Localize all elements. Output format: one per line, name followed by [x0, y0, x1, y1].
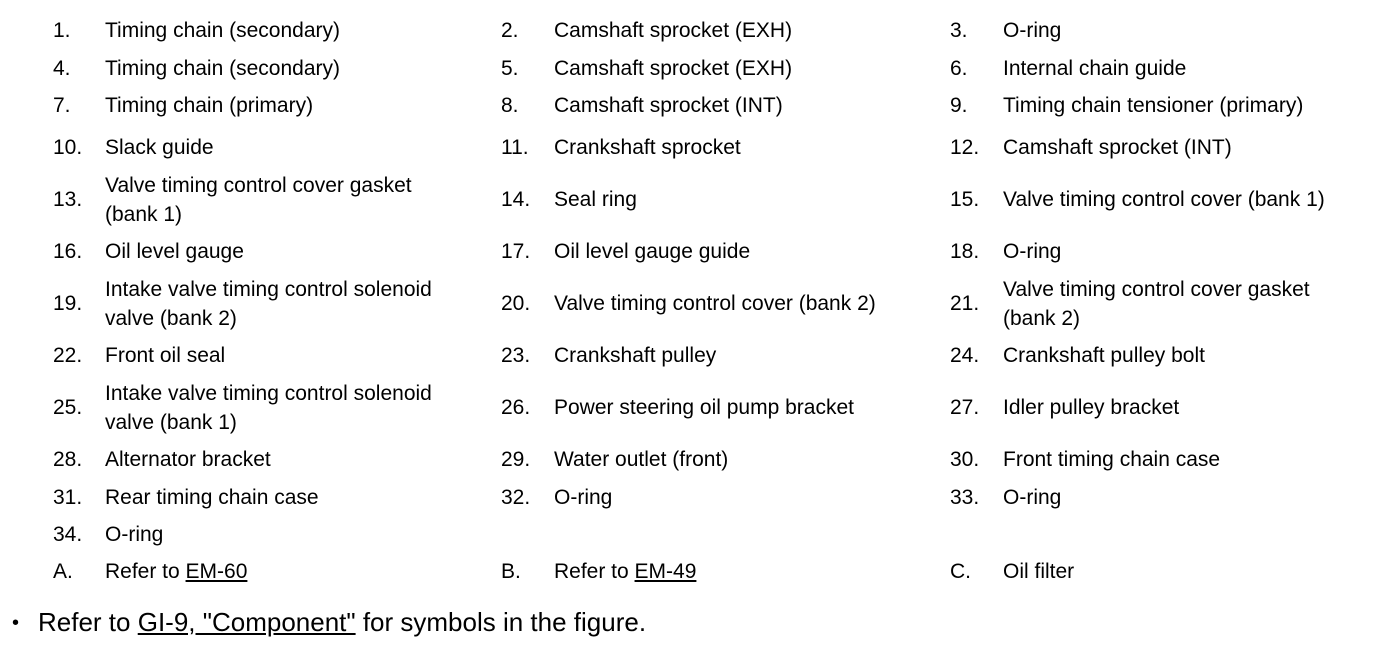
- item-number: 26.: [501, 396, 531, 419]
- item-label: O-ring: [1003, 240, 1062, 263]
- item-number: 9.: [950, 94, 968, 117]
- legend-letter-item: [501, 557, 931, 586]
- item-label: [554, 557, 931, 586]
- legend-item: [950, 237, 1380, 266]
- refer-prefix: Refer to: [105, 560, 186, 583]
- item-label: Alternator bracket: [105, 448, 271, 471]
- item-number: 23.: [501, 344, 531, 367]
- item-label: Idler pulley bracket: [1003, 396, 1180, 419]
- item-label: Oil level gauge guide: [554, 240, 751, 263]
- legend-item: [950, 185, 1380, 214]
- legend-item: [53, 341, 483, 370]
- item-label: Valve timing control cover gasket (bank 2): [1003, 278, 1310, 330]
- item-label: Timing chain (primary): [105, 94, 314, 117]
- item-label: Front oil seal: [105, 344, 226, 367]
- legend-item: [53, 445, 483, 474]
- item-label: Valve timing control cover (bank 2): [554, 292, 876, 315]
- item-number: 32.: [501, 486, 531, 509]
- item-number: 27.: [950, 396, 980, 419]
- item-number: 10.: [53, 136, 83, 159]
- legend-item: [53, 133, 483, 162]
- item-label: Slack guide: [105, 136, 214, 159]
- legend-item: [53, 91, 483, 120]
- item-letter: A.: [53, 560, 73, 583]
- legend-item: [53, 54, 483, 83]
- item-number: 21.: [950, 292, 980, 315]
- ref-link-em-60[interactable]: EM-60: [185, 560, 248, 583]
- item-label: Rear timing chain case: [105, 486, 319, 509]
- item-label: O-ring: [105, 523, 164, 546]
- legend-item: [53, 275, 483, 333]
- item-label: Oil filter: [1003, 560, 1075, 583]
- legend-item: [950, 91, 1380, 120]
- item-number: 28.: [53, 448, 83, 471]
- legend-item: [53, 237, 483, 266]
- item-number: 30.: [950, 448, 980, 471]
- legend-item: [950, 54, 1380, 83]
- item-label: Power steering oil pump bracket: [554, 396, 854, 419]
- item-label: Timing chain (secondary): [105, 19, 340, 42]
- legend-item: [53, 171, 483, 229]
- item-number: 20.: [501, 292, 531, 315]
- legend-item: [950, 275, 1380, 333]
- item-number: 7.: [53, 94, 71, 117]
- legend-item: [53, 520, 483, 549]
- item-number: 24.: [950, 344, 980, 367]
- legend-item: [950, 16, 1380, 45]
- footnote-suffix: for symbols in the figure.: [355, 607, 647, 637]
- item-label: Oil level gauge: [105, 240, 244, 263]
- item-number: 2.: [501, 19, 519, 42]
- legend-item: [501, 393, 931, 422]
- item-label: Seal ring: [554, 188, 637, 211]
- item-number: 33.: [950, 486, 980, 509]
- item-number: 17.: [501, 240, 531, 263]
- item-number: 34.: [53, 523, 83, 546]
- item-label: Crankshaft sprocket: [554, 136, 741, 159]
- legend-item: [950, 445, 1380, 474]
- legend-letter-item: [950, 557, 1380, 586]
- legend-item: [501, 341, 931, 370]
- item-label: [105, 557, 483, 586]
- item-number: 12.: [950, 136, 980, 159]
- item-label: Intake valve timing control solenoid valve (bank 2): [105, 278, 432, 330]
- item-number: 19.: [53, 292, 83, 315]
- footnote-prefix: Refer to: [38, 607, 138, 637]
- item-label: Front timing chain case: [1003, 448, 1221, 471]
- item-number: 31.: [53, 486, 83, 509]
- item-number: 25.: [53, 396, 83, 419]
- item-number: 18.: [950, 240, 980, 263]
- item-label: Timing chain tensioner (primary): [1003, 94, 1304, 117]
- ref-link-gi-9[interactable]: GI-9, "Component": [137, 607, 356, 637]
- legend-item: [53, 483, 483, 512]
- legend-item: [501, 54, 931, 83]
- item-label: O-ring: [1003, 19, 1062, 42]
- legend-item: [501, 483, 931, 512]
- legend-item: [950, 483, 1380, 512]
- item-label: Camshaft sprocket (EXH): [554, 57, 793, 80]
- item-number: 4.: [53, 57, 71, 80]
- legend-item: [501, 445, 931, 474]
- legend-item: [53, 16, 483, 45]
- item-label: O-ring: [554, 486, 613, 509]
- item-number: 11.: [501, 136, 529, 159]
- item-label: Camshaft sprocket (INT): [1003, 136, 1232, 159]
- refer-prefix: Refer to: [554, 560, 635, 583]
- item-label: Crankshaft pulley bolt: [1003, 344, 1205, 367]
- legend-letter-item: [53, 557, 483, 586]
- item-number: 1.: [53, 19, 71, 42]
- item-number: 5.: [501, 57, 519, 80]
- item-number: 13.: [53, 188, 83, 211]
- item-label: Camshaft sprocket (EXH): [554, 19, 793, 42]
- ref-link-em-49[interactable]: EM-49: [634, 560, 697, 583]
- item-label: Valve timing control cover gasket (bank 1): [105, 174, 412, 226]
- item-label: Crankshaft pulley: [554, 344, 717, 367]
- legend-item: [950, 393, 1380, 422]
- item-label: Timing chain (secondary): [105, 57, 340, 80]
- legend-item: [501, 16, 931, 45]
- item-number: 22.: [53, 344, 83, 367]
- item-letter: B.: [501, 560, 521, 583]
- item-label: Internal chain guide: [1003, 57, 1187, 80]
- item-label: Intake valve timing control solenoid valve (bank 1): [105, 382, 432, 434]
- item-number: 3.: [950, 19, 968, 42]
- item-number: 16.: [53, 240, 83, 263]
- item-number: 6.: [950, 57, 968, 80]
- legend-item: [501, 91, 931, 120]
- item-number: 15.: [950, 188, 980, 211]
- item-letter: C.: [950, 560, 971, 583]
- item-number: 14.: [501, 188, 531, 211]
- legend-item: [950, 341, 1380, 370]
- legend-item: [501, 289, 931, 318]
- item-label: Valve timing control cover (bank 1): [1003, 188, 1325, 211]
- legend-item: [501, 237, 931, 266]
- item-label: O-ring: [1003, 486, 1062, 509]
- legend-item: [501, 185, 931, 214]
- symbols-footnote: [12, 604, 646, 641]
- item-label: Water outlet (front): [554, 448, 729, 471]
- bullet-icon: •: [12, 612, 20, 634]
- item-number: 8.: [501, 94, 519, 117]
- legend-item: [53, 379, 483, 437]
- legend-item: [501, 133, 931, 162]
- item-number: 29.: [501, 448, 531, 471]
- legend-item: [950, 133, 1380, 162]
- item-label: Camshaft sprocket (INT): [554, 94, 783, 117]
